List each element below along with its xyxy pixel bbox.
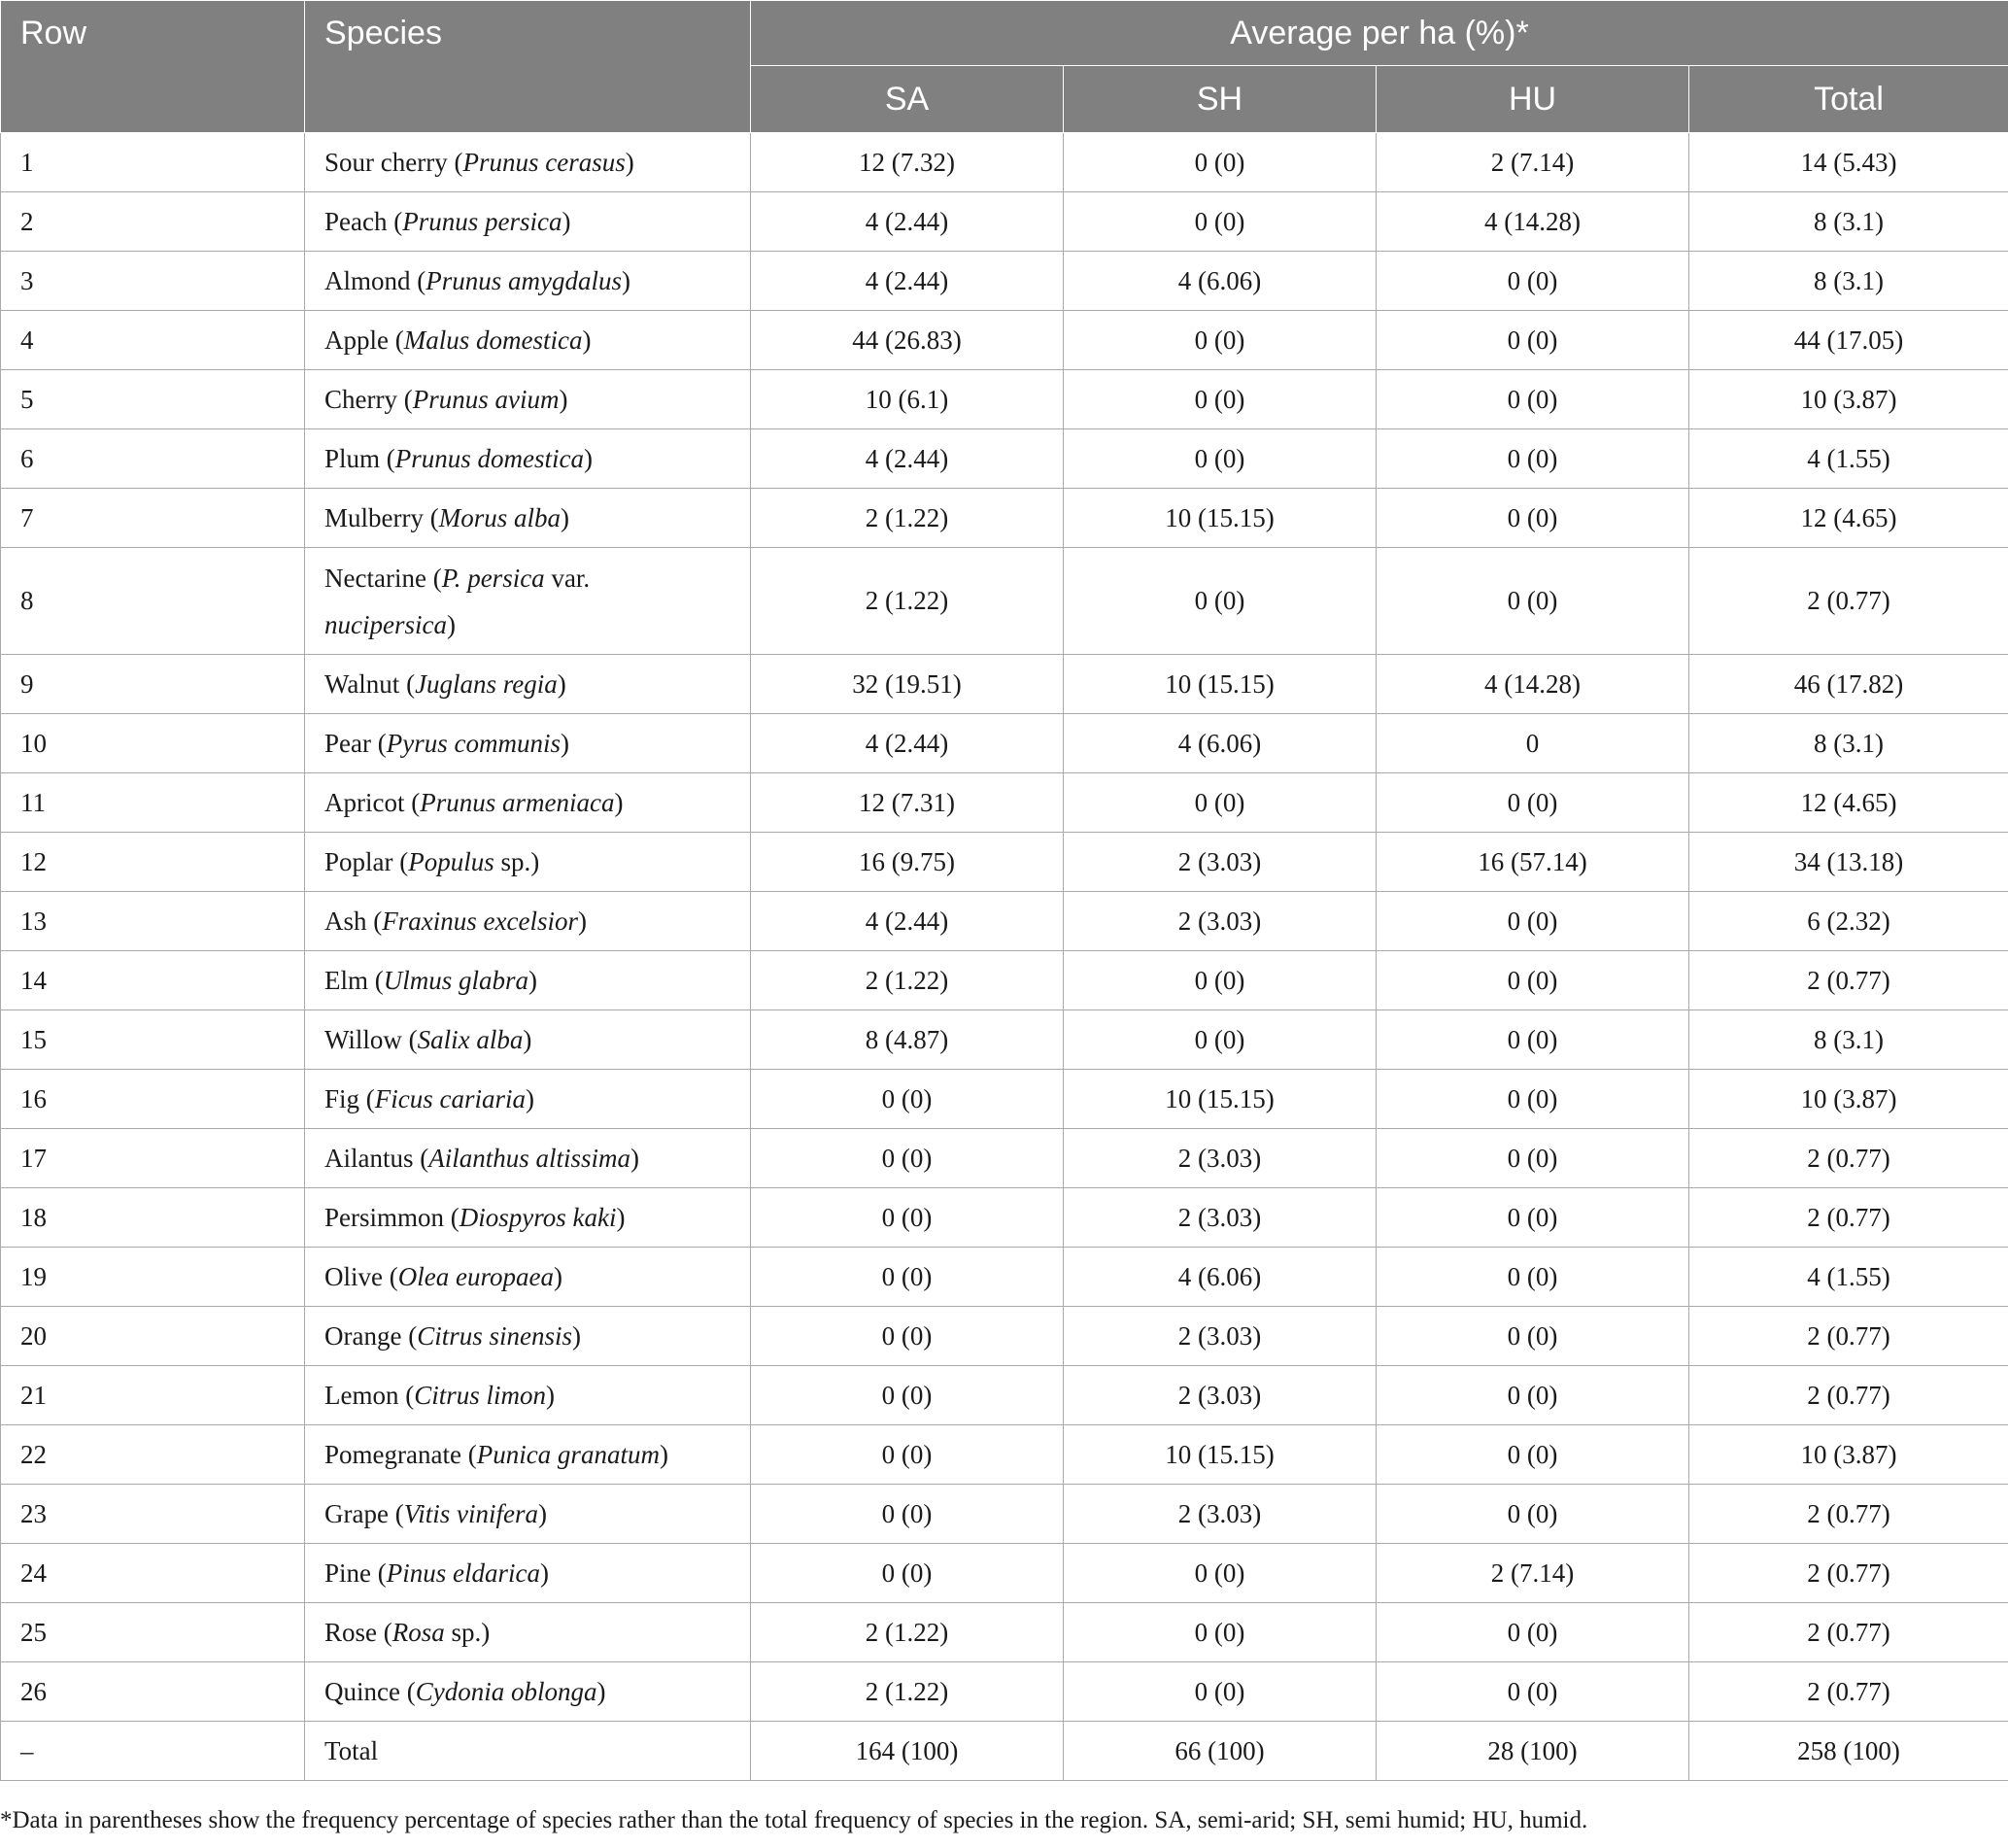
- species-scientific-name: Cydonia oblonga: [415, 1677, 597, 1706]
- header-average-per-ha: Average per ha (%)*: [751, 1, 2008, 66]
- value-sa: 2 (1.22): [751, 1603, 1064, 1662]
- table-row: [1, 892, 2008, 951]
- value-total: 8 (3.1): [1689, 192, 2008, 252]
- value-hu: 0 (0): [1377, 1366, 1689, 1425]
- value-hu: 16 (57.14): [1377, 833, 1689, 892]
- species-name: Olive (Olea europaea): [305, 1248, 751, 1307]
- value-total: 10 (3.87): [1689, 370, 2008, 429]
- value-sh: 0 (0): [1064, 1010, 1377, 1070]
- species-scientific-name: Diospyros kaki: [459, 1203, 617, 1232]
- species-common-name: Grape: [324, 1499, 389, 1528]
- value-sa: 0 (0): [751, 1485, 1064, 1544]
- value-sa: 2 (1.22): [751, 951, 1064, 1010]
- species-common-name: Pear: [324, 729, 371, 758]
- value-total: 2 (0.77): [1689, 548, 2008, 655]
- value-total: 2 (0.77): [1689, 1366, 2008, 1425]
- species-variety-label: var.: [544, 563, 596, 593]
- value-sa: 8 (4.87): [751, 1010, 1064, 1070]
- value-total: 8 (3.1): [1689, 1010, 2008, 1070]
- value-total: 2 (0.77): [1689, 1603, 2008, 1662]
- species-common-name: Quince: [324, 1677, 400, 1706]
- value-hu: 2 (7.14): [1377, 133, 1689, 192]
- species-scientific-name: Citrus limon: [414, 1381, 547, 1410]
- value-sa: 10 (6.1): [751, 370, 1064, 429]
- species-name: Almond (Prunus amygdalus): [305, 252, 751, 311]
- species-name: Pomegranate (Punica granatum): [305, 1425, 751, 1485]
- value-sh: 0 (0): [1064, 1603, 1377, 1662]
- species-scientific-name: Populus: [408, 847, 494, 876]
- table-row: [1, 1248, 2008, 1307]
- value-sh: 2 (3.03): [1064, 1366, 1377, 1425]
- table-row: [1, 1485, 2008, 1544]
- header-species: Species: [305, 1, 751, 133]
- total-hu: 28 (100): [1377, 1722, 1689, 1781]
- value-sh: 10 (15.15): [1064, 489, 1377, 548]
- species-scientific-name: Prunus domestica: [394, 444, 585, 473]
- value-hu: 0 (0): [1377, 252, 1689, 311]
- species-scientific-name: Prunus cerasus: [462, 148, 626, 177]
- value-sa: 12 (7.32): [751, 133, 1064, 192]
- value-sh: 2 (3.03): [1064, 1307, 1377, 1366]
- row-number: 7: [1, 489, 305, 548]
- header-total: Total: [1689, 66, 2008, 133]
- row-number: 24: [1, 1544, 305, 1603]
- value-sh: 4 (6.06): [1064, 252, 1377, 311]
- value-sh: 0 (0): [1064, 370, 1377, 429]
- species-scientific-name: Prunus amygdalus: [425, 266, 623, 295]
- value-sa: 0 (0): [751, 1425, 1064, 1485]
- species-common-name: Apricot: [324, 788, 405, 817]
- species-name: Persimmon (Diospyros kaki): [305, 1188, 751, 1248]
- value-sa: 0 (0): [751, 1070, 1064, 1129]
- species-scientific-name: Pinus eldarica: [386, 1558, 540, 1588]
- species-scientific-name: Ulmus glabra: [383, 966, 529, 995]
- value-hu: 0 (0): [1377, 489, 1689, 548]
- row-number: 4: [1, 311, 305, 370]
- table-row: [1, 1662, 2008, 1722]
- table-row: [1, 1425, 2008, 1485]
- table-row: [1, 773, 2008, 833]
- value-hu: 4 (14.28): [1377, 655, 1689, 714]
- value-sa: 0 (0): [751, 1129, 1064, 1188]
- value-total: 34 (13.18): [1689, 833, 2008, 892]
- row-number: 19: [1, 1248, 305, 1307]
- value-hu: 0 (0): [1377, 1307, 1689, 1366]
- species-name: Quince (Cydonia oblonga): [305, 1662, 751, 1722]
- species-common-name: Pomegranate: [324, 1440, 461, 1469]
- value-total: 10 (3.87): [1689, 1070, 2008, 1129]
- value-sh: 2 (3.03): [1064, 1188, 1377, 1248]
- row-number: 8: [1, 548, 305, 655]
- table-row: [1, 370, 2008, 429]
- value-total: 10 (3.87): [1689, 1425, 2008, 1485]
- value-sh: 0 (0): [1064, 1662, 1377, 1722]
- table-row: [1, 655, 2008, 714]
- value-sa: 2 (1.22): [751, 1662, 1064, 1722]
- value-sh: 0 (0): [1064, 429, 1377, 489]
- value-sh: 2 (3.03): [1064, 892, 1377, 951]
- value-sa: 4 (2.44): [751, 252, 1064, 311]
- value-total: 14 (5.43): [1689, 133, 2008, 192]
- species-name: Elm (Ulmus glabra): [305, 951, 751, 1010]
- value-hu: 0 (0): [1377, 1129, 1689, 1188]
- species-scientific-name: P. persica: [441, 563, 545, 593]
- value-sh: 2 (3.03): [1064, 833, 1377, 892]
- value-sa: 0 (0): [751, 1248, 1064, 1307]
- species-common-name: Olive: [324, 1262, 383, 1291]
- species-name: Poplar (Populus sp.): [305, 833, 751, 892]
- species-name: Ash (Fraxinus excelsior): [305, 892, 751, 951]
- table-row: [1, 714, 2008, 773]
- table-row: [1, 133, 2008, 192]
- value-hu: 0 (0): [1377, 951, 1689, 1010]
- value-hu: 0 (0): [1377, 370, 1689, 429]
- row-number: 18: [1, 1188, 305, 1248]
- species-name: Pear (Pyrus communis): [305, 714, 751, 773]
- value-total: 2 (0.77): [1689, 1485, 2008, 1544]
- row-number: 20: [1, 1307, 305, 1366]
- table-row: [1, 1010, 2008, 1070]
- species-scientific-name: Salix alba: [417, 1025, 524, 1054]
- value-sa: 4 (2.44): [751, 892, 1064, 951]
- species-suffix: sp.: [493, 847, 531, 876]
- value-hu: 0 (0): [1377, 1603, 1689, 1662]
- row-number: 16: [1, 1070, 305, 1129]
- table-footnote: *Data in parentheses show the frequency percentage of species rather than the total frequency of species in the region. SA, semi-arid; SH, semi humid; HU, humid.: [0, 1807, 1588, 1833]
- value-sa: 4 (2.44): [751, 429, 1064, 489]
- species-variety-name: nucipersica: [324, 609, 447, 639]
- table-row: [1, 429, 2008, 489]
- value-total: 2 (0.77): [1689, 1129, 2008, 1188]
- table-body: [1, 133, 2008, 1781]
- table-row: [1, 1188, 2008, 1248]
- value-sa: 0 (0): [751, 1188, 1064, 1248]
- value-total: 8 (3.1): [1689, 252, 2008, 311]
- species-name: Lemon (Citrus limon): [305, 1366, 751, 1425]
- value-sh: 10 (15.15): [1064, 1425, 1377, 1485]
- value-hu: 0 (0): [1377, 1010, 1689, 1070]
- value-hu: 0 (0): [1377, 548, 1689, 655]
- value-hu: 0 (0): [1377, 1485, 1689, 1544]
- row-number: 22: [1, 1425, 305, 1485]
- total-sh: 66 (100): [1064, 1722, 1377, 1781]
- value-total: 2 (0.77): [1689, 1307, 2008, 1366]
- species-name: Mulberry (Morus alba): [305, 489, 751, 548]
- row-number: 5: [1, 370, 305, 429]
- value-hu: 0 (0): [1377, 892, 1689, 951]
- table-row: [1, 951, 2008, 1010]
- row-number: 12: [1, 833, 305, 892]
- value-total: 2 (0.77): [1689, 1544, 2008, 1603]
- value-total: 4 (1.55): [1689, 429, 2008, 489]
- total-row: [1, 1722, 2008, 1781]
- species-common-name: Ash: [324, 907, 367, 936]
- row-number: 14: [1, 951, 305, 1010]
- species-name: Nectarine (P. persica var. nucipersica): [305, 548, 751, 655]
- species-name: Sour cherry (Prunus cerasus): [305, 133, 751, 192]
- value-sh: 0 (0): [1064, 192, 1377, 252]
- value-total: 12 (4.65): [1689, 773, 2008, 833]
- value-total: 2 (0.77): [1689, 951, 2008, 1010]
- species-common-name: Plum: [324, 444, 381, 473]
- species-common-name: Persimmon: [324, 1203, 445, 1232]
- row-number: 1: [1, 133, 305, 192]
- row-number: 23: [1, 1485, 305, 1544]
- value-total: 8 (3.1): [1689, 714, 2008, 773]
- value-sa: 2 (1.22): [751, 548, 1064, 655]
- value-sh: 10 (15.15): [1064, 1070, 1377, 1129]
- species-name: Willow (Salix alba): [305, 1010, 751, 1070]
- value-sa: 44 (26.83): [751, 311, 1064, 370]
- table-row: [1, 1307, 2008, 1366]
- table-header: [1, 1, 2008, 133]
- row-number: 17: [1, 1129, 305, 1188]
- species-scientific-name: Ficus cariaria: [374, 1084, 527, 1113]
- row-number: 10: [1, 714, 305, 773]
- table-row: [1, 252, 2008, 311]
- row-number: 25: [1, 1603, 305, 1662]
- row-number: 21: [1, 1366, 305, 1425]
- value-hu: 0 (0): [1377, 429, 1689, 489]
- table-row: [1, 489, 2008, 548]
- header-row: Row: [1, 1, 305, 133]
- value-sh: 0 (0): [1064, 311, 1377, 370]
- species-name: Orange (Citrus sinensis): [305, 1307, 751, 1366]
- value-sa: 16 (9.75): [751, 833, 1064, 892]
- table-row: [1, 192, 2008, 252]
- value-hu: 4 (14.28): [1377, 192, 1689, 252]
- value-sa: 32 (19.51): [751, 655, 1064, 714]
- species-name: Rose (Rosa sp.): [305, 1603, 751, 1662]
- value-sh: 2 (3.03): [1064, 1485, 1377, 1544]
- value-sa: 2 (1.22): [751, 489, 1064, 548]
- species-name: Apple (Malus domestica): [305, 311, 751, 370]
- species-scientific-name: Vitis vinifera: [403, 1499, 538, 1528]
- species-common-name: Peach: [324, 207, 388, 236]
- value-sh: 10 (15.15): [1064, 655, 1377, 714]
- value-sa: 4 (2.44): [751, 714, 1064, 773]
- row-number: 13: [1, 892, 305, 951]
- species-common-name: Sour cherry: [324, 148, 448, 177]
- table-row: [1, 1603, 2008, 1662]
- table-row: [1, 1366, 2008, 1425]
- species-common-name: Poplar: [324, 847, 393, 876]
- species-scientific-name: Ailanthus altissima: [428, 1144, 631, 1173]
- row-number: 3: [1, 252, 305, 311]
- species-name: Pine (Pinus eldarica): [305, 1544, 751, 1603]
- value-hu: 0 (0): [1377, 1662, 1689, 1722]
- species-scientific-name: Fraxinus excelsior: [382, 907, 578, 936]
- value-sh: 0 (0): [1064, 548, 1377, 655]
- value-hu: 0 (0): [1377, 1425, 1689, 1485]
- row-number: 15: [1, 1010, 305, 1070]
- table-row: [1, 1544, 2008, 1603]
- species-name: Cherry (Prunus avium): [305, 370, 751, 429]
- row-number: 2: [1, 192, 305, 252]
- species-common-name: Orange: [324, 1321, 402, 1351]
- value-sh: 0 (0): [1064, 773, 1377, 833]
- value-sh: 0 (0): [1064, 133, 1377, 192]
- species-scientific-name: Morus alba: [438, 503, 561, 532]
- value-sa: 0 (0): [751, 1366, 1064, 1425]
- species-common-name: Almond: [324, 266, 411, 295]
- table-row: [1, 833, 2008, 892]
- species-common-name: Walnut: [324, 669, 400, 699]
- species-common-name: Fig: [324, 1084, 360, 1113]
- value-total: 2 (0.77): [1689, 1662, 2008, 1722]
- row-number: 11: [1, 773, 305, 833]
- value-total: 2 (0.77): [1689, 1188, 2008, 1248]
- species-suffix: sp.: [444, 1618, 482, 1647]
- total-label: Total: [305, 1722, 751, 1781]
- value-total: 46 (17.82): [1689, 655, 2008, 714]
- species-common-name: Willow: [324, 1025, 402, 1054]
- row-number: 9: [1, 655, 305, 714]
- species-common-name: Nectarine: [324, 563, 426, 593]
- value-sa: 0 (0): [751, 1544, 1064, 1603]
- species-common-name: Elm: [324, 966, 368, 995]
- header-sa: SA: [751, 66, 1064, 133]
- header-sh: SH: [1064, 66, 1377, 133]
- species-common-name: Cherry: [324, 385, 397, 414]
- species-scientific-name: Punica granatum: [476, 1440, 660, 1469]
- value-hu: 0 (0): [1377, 1188, 1689, 1248]
- species-name: Grape (Vitis vinifera): [305, 1485, 751, 1544]
- value-sh: 2 (3.03): [1064, 1129, 1377, 1188]
- row-number: 26: [1, 1662, 305, 1722]
- value-total: 4 (1.55): [1689, 1248, 2008, 1307]
- value-sa: 0 (0): [751, 1307, 1064, 1366]
- value-sa: 12 (7.31): [751, 773, 1064, 833]
- total-sa: 164 (100): [751, 1722, 1064, 1781]
- table-row: [1, 548, 2008, 655]
- value-hu: 0 (0): [1377, 311, 1689, 370]
- value-hu: 0 (0): [1377, 773, 1689, 833]
- value-total: 6 (2.32): [1689, 892, 2008, 951]
- species-scientific-name: Pyrus communis: [386, 729, 561, 758]
- species-scientific-name: Prunus avium: [412, 385, 560, 414]
- value-sa: 4 (2.44): [751, 192, 1064, 252]
- species-name: Peach (Prunus persica): [305, 192, 751, 252]
- value-hu: 0: [1377, 714, 1689, 773]
- species-common-name: Ailantus: [324, 1144, 414, 1173]
- species-common-name: Lemon: [324, 1381, 399, 1410]
- species-common-name: Mulberry: [324, 503, 424, 532]
- species-scientific-name: Prunus armeniaca: [420, 788, 615, 817]
- table-row: [1, 311, 2008, 370]
- species-name: Plum (Prunus domestica): [305, 429, 751, 489]
- species-common-name: Pine: [324, 1558, 372, 1588]
- value-sh: 0 (0): [1064, 951, 1377, 1010]
- value-total: 44 (17.05): [1689, 311, 2008, 370]
- row-number: –: [1, 1722, 305, 1781]
- species-name: Walnut (Juglans regia): [305, 655, 751, 714]
- value-hu: 0 (0): [1377, 1248, 1689, 1307]
- species-name: Apricot (Prunus armeniaca): [305, 773, 751, 833]
- value-hu: 2 (7.14): [1377, 1544, 1689, 1603]
- species-name: Fig (Ficus cariaria): [305, 1070, 751, 1129]
- species-common-name: Apple: [324, 325, 389, 355]
- species-scientific-name: Malus domestica: [403, 325, 583, 355]
- species-scientific-name: Olea europaea: [397, 1262, 554, 1291]
- value-total: 12 (4.65): [1689, 489, 2008, 548]
- value-hu: 0 (0): [1377, 1070, 1689, 1129]
- species-scientific-name: Rosa: [391, 1618, 445, 1647]
- species-scientific-name: Juglans regia: [415, 669, 558, 699]
- header-hu: HU: [1377, 66, 1689, 133]
- species-common-name: Rose: [324, 1618, 377, 1647]
- species-name: Ailantus (Ailanthus altissima): [305, 1129, 751, 1188]
- row-number: 6: [1, 429, 305, 489]
- table-row: [1, 1129, 2008, 1188]
- value-sh: 0 (0): [1064, 1544, 1377, 1603]
- species-scientific-name: Citrus sinensis: [417, 1321, 573, 1351]
- total-total: 258 (100): [1689, 1722, 2008, 1781]
- value-sh: 4 (6.06): [1064, 1248, 1377, 1307]
- table-row: [1, 1070, 2008, 1129]
- value-sh: 4 (6.06): [1064, 714, 1377, 773]
- species-scientific-name: Prunus persica: [402, 207, 562, 236]
